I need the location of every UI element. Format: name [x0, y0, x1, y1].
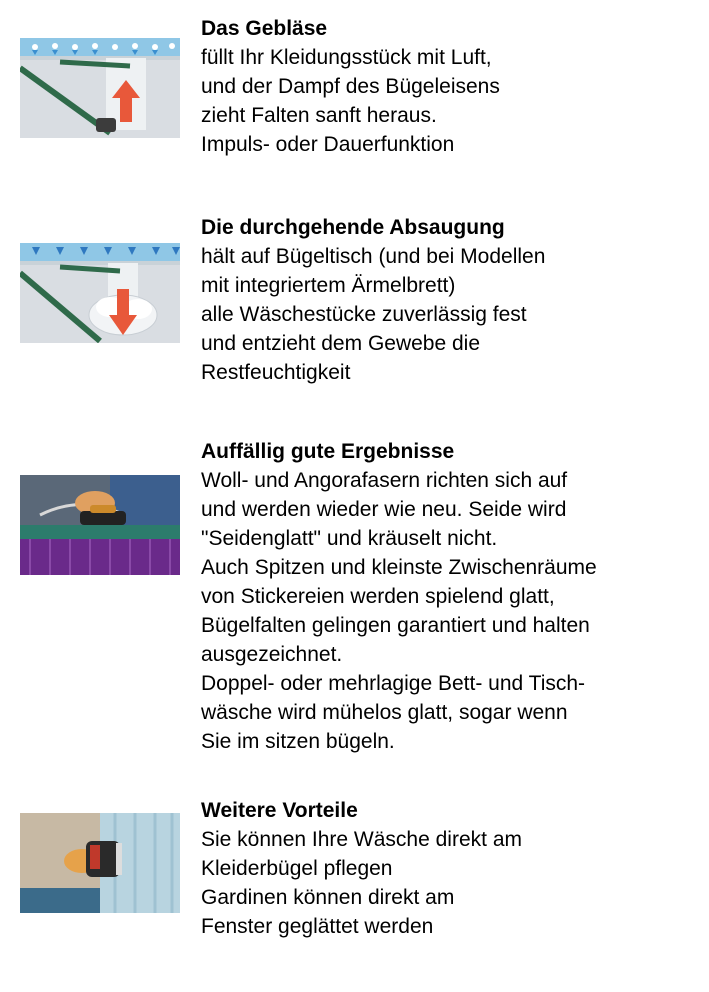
body-line: Doppel- oder mehrlagige Bett- und Tisch- — [201, 672, 586, 695]
section-title: Weitere Vorteile — [201, 799, 358, 822]
body-line: füllt Ihr Kleidungsstück mit Luft, — [201, 46, 492, 69]
hanger-steaming-photo-icon — [20, 813, 180, 913]
body-line: von Stickereien werden spielend glatt, — [201, 585, 555, 608]
body-line: und werden wieder wie neu. Seide wird — [201, 498, 567, 521]
body-line: und der Dampf des Bügeleisens — [201, 75, 500, 98]
ironing-photo-icon — [20, 475, 180, 575]
body-line: Auch Spitzen und kleinste Zwischenräume — [201, 556, 597, 579]
body-line: mit integriertem Ärmelbrett) — [201, 274, 456, 297]
body-line: Kleiderbügel pflegen — [201, 857, 393, 880]
body-line: Fenster geglättet werden — [201, 915, 434, 938]
body-line: ausgezeichnet. — [201, 643, 343, 666]
section-title: Die durchgehende Absaugung — [201, 216, 505, 239]
body-line: hält auf Bügeltisch (und bei Modellen — [201, 245, 546, 268]
section-title: Das Gebläse — [201, 17, 328, 40]
body-line: Sie können Ihre Wäsche direkt am — [201, 828, 522, 851]
body-line: und entzieht dem Gewebe die — [201, 332, 481, 355]
body-line: zieht Falten sanft heraus. — [201, 104, 437, 127]
ironing-photo-image — [20, 475, 180, 575]
blower-diagram-icon — [20, 38, 180, 138]
body-line: Sie im sitzen bügeln. — [201, 730, 395, 753]
section-title: Auffällig gute Ergebnisse — [201, 440, 455, 463]
body-line: Woll- und Angorafasern richten sich auf — [201, 469, 568, 492]
body-line: wäsche wird mühelos glatt, sogar wenn — [201, 701, 568, 724]
body-line: Bügelfalten gelingen garantiert und halten — [201, 614, 590, 637]
suction-diagram-icon — [20, 243, 180, 343]
suction-diagram-image — [20, 243, 180, 343]
body-line: "Seidenglatt" und kräuselt nicht. — [201, 527, 498, 550]
body-line: Restfeuchtigkeit — [201, 361, 351, 384]
blower-diagram-image — [20, 38, 180, 138]
body-line: Gardinen können direkt am — [201, 886, 455, 909]
body-line: alle Wäschestücke zuverlässig fest — [201, 303, 527, 326]
body-line: Impuls- oder Dauerfunktion — [201, 133, 455, 156]
hanger-steaming-photo-image — [20, 813, 180, 913]
